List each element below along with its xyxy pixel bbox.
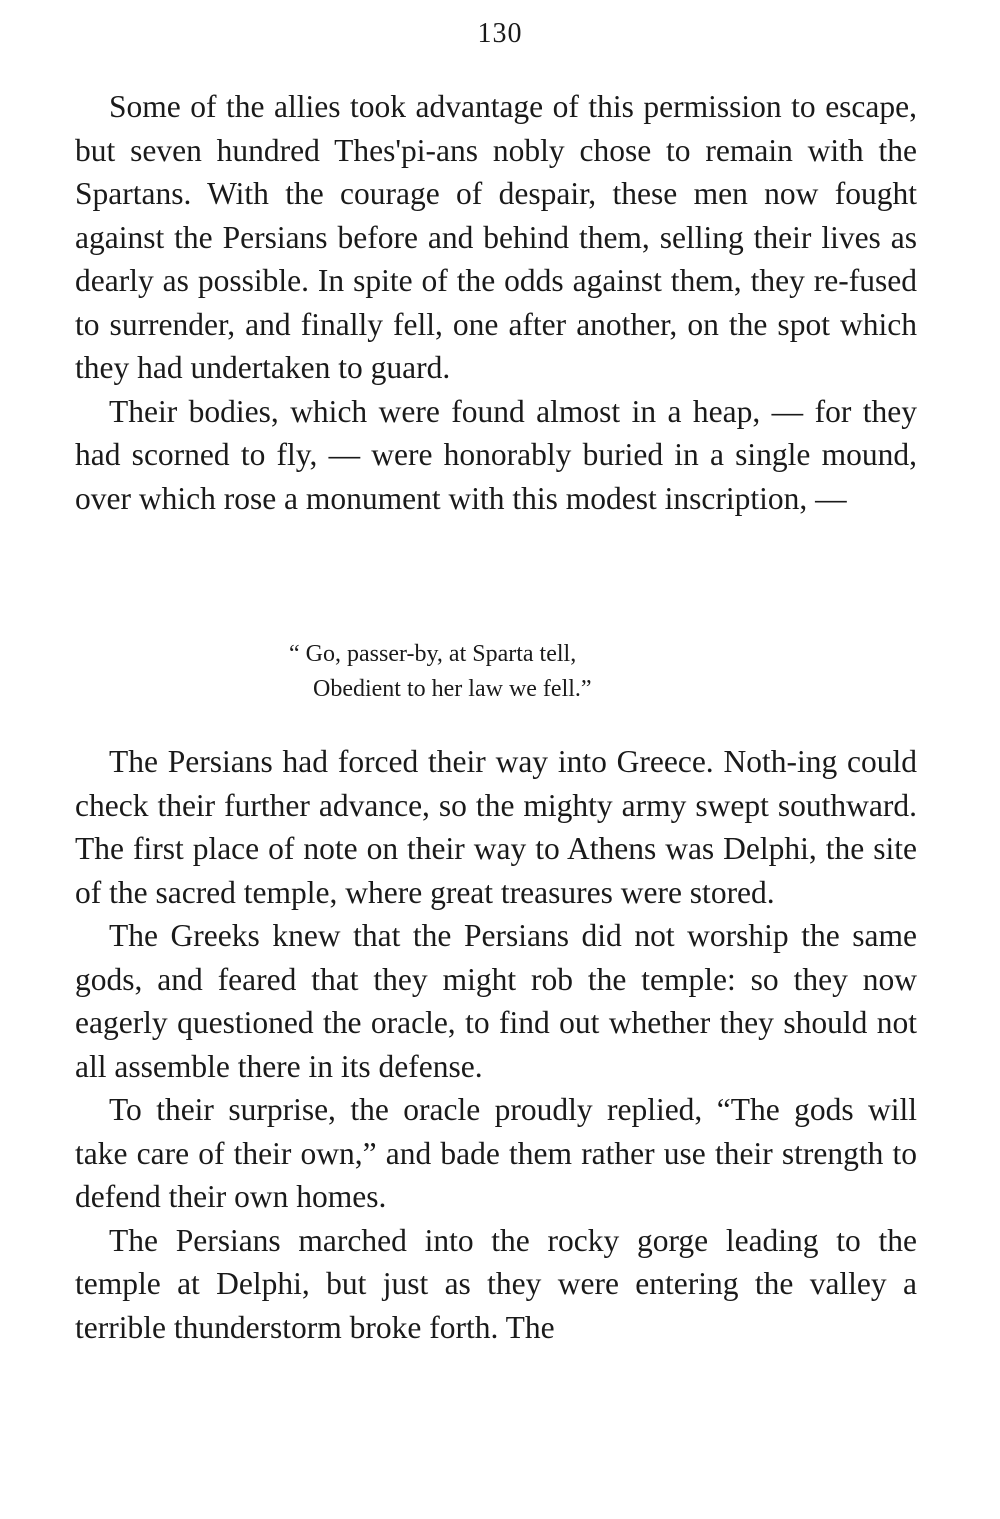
text-section-one bbox=[75, 85, 917, 520]
page-number: 130 bbox=[477, 18, 523, 49]
paragraph-persian-advance: The Persians had forced their way into Greece. Noth-ing could check their further advance, so the mighty army swept southward. The first place of note on their way to Athens was Delphi, the site of the sacred temple, where great treasures were stored. bbox=[75, 744, 917, 910]
paragraph-greeks-oracle: The Greeks knew that the Persians did not worship the same gods, and feared that they might rob the temple: so they now eagerly questioned the oracle, to find out whether they should not all assemble there in its defense. bbox=[75, 918, 917, 1084]
inscription-verse bbox=[289, 637, 789, 707]
inscription-line: Obedient to her law we fell.” bbox=[313, 676, 592, 702]
paragraph-burial: Their bodies, which were found almost in a heap, — for they had scorned to fly, — were honorably buried in a single mound, over which rose a monument with this modest inscription, — bbox=[75, 393, 917, 516]
inscription-line: “ Go, passer-by, at Sparta tell, bbox=[289, 641, 577, 667]
paragraph-oracle-reply: To their surprise, the oracle proudly replied, “The gods will take care of their own,” and bade them rather use their strength to defend their own homes. bbox=[75, 1092, 917, 1214]
paragraph-thespians: Some of the allies took advantage of this permission to escape, but seven hundred Thes'pi-ans nobly chose to remain with the Spartans. With the courage of despair, these men now fought against the Persians before and behind them, selling their lives as dearly as possible. In spite of the odds against them, they re-fused to surrender, and finally fell, one after another, on the spot which they had undertaken to guard. bbox=[75, 89, 917, 385]
paragraph-delphi-storm: The Persians marched into the rocky gorge leading to the temple at Delphi, but just as they were entering the valley a terrible thunderstorm broke forth. The bbox=[75, 1222, 917, 1345]
text-section-two bbox=[75, 740, 917, 1349]
